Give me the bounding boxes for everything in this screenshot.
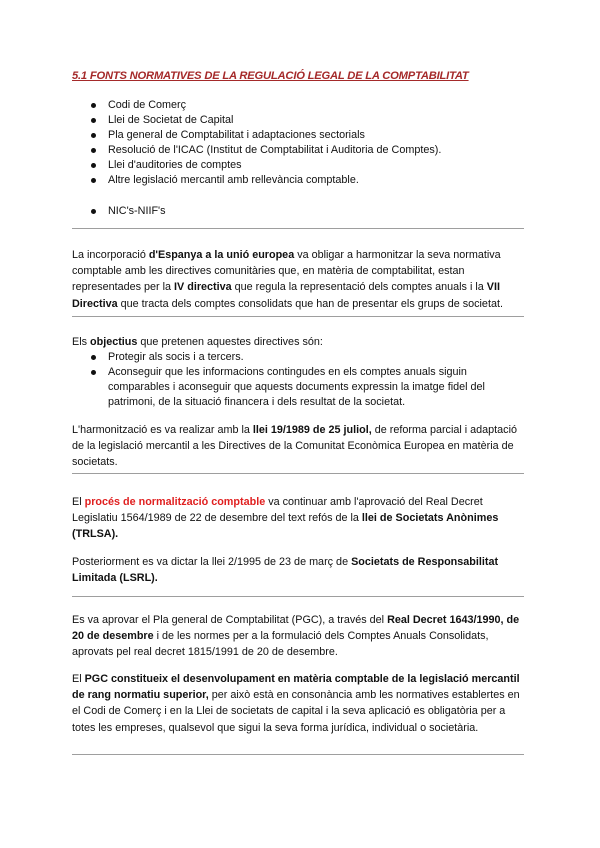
bold-text: llei de Societats Anònimes (TRLSA).: [72, 512, 499, 541]
list-item: Altre legislació mercantil amb rellevància comptable.: [72, 173, 542, 188]
paragraph-pgc-approval: [72, 612, 528, 661]
text: El: [72, 496, 85, 508]
list-item: Resolució de l'ICAC (Institut de Comptabilitat i Auditoria de Comptes).: [72, 143, 542, 158]
text: que pretenen aquestes directives són:: [137, 336, 323, 348]
text: que tracta dels comptes consolidats que han de presentar els grups de societat.: [117, 297, 503, 310]
divider: [72, 596, 524, 597]
text: i de les normes per a la formulació dels Comptes Anuals Consolidats, aprovats pel real decret 1815/1991 de 20 de desembre.: [72, 630, 489, 659]
text: El: [72, 673, 85, 685]
text: Es va aprovar el Pla general de Comptabilitat (PGC), a través del: [72, 614, 388, 626]
text: de reforma parcial i adaptació de la legislació mercantil a les Directives de la Comunitat Econòmica Europea en matèria de societats.: [72, 424, 517, 469]
divider: [72, 473, 524, 474]
sources-extra-list: [72, 204, 542, 219]
list-item: NIC's-NIIF's: [72, 204, 542, 219]
text: va continuar amb l'aprovació del Real Decret Legislatiu 1564/1989 de 22 de desembre del text refós de la: [72, 496, 483, 525]
bold-text: Societats de Responsabilitat Limitada (LSRL).: [72, 556, 499, 585]
text: L'harmonització es va realizar amb la: [72, 424, 253, 436]
bold-text: IV directiva: [174, 281, 232, 294]
bold-text: PGC constitueix el desenvolupament en matèria comptable de la legislació mercantil de rang normatiu superior,: [72, 673, 520, 702]
paragraph-objectives-intro: [72, 334, 528, 350]
list-item: Codi de Comerç: [72, 98, 542, 113]
list-item: Pla general de Comptabilitat i adaptaciones sectorials: [72, 128, 542, 143]
paragraph-normalization: [72, 494, 528, 543]
section-heading: 5.1 FONTS NORMATIVES DE LA REGULACIÓ LEGAL DE LA COMPTABILITAT: [72, 70, 469, 82]
text: va obligar a harmonitzar la seva normativa comptable amb les directives comunitàries que, en matèria de comptabilitat, estan representades per la: [72, 249, 501, 294]
bold-text: d'Espanya a la unió europea: [148, 249, 295, 261]
paragraph-harmonization-law: [72, 422, 528, 471]
text: per això està en consonància amb les normatives establertes en el Codi de Comerç i en la Llei de societats de capital i la seva aplicació es obligatòria per a totes les empreses, qualsevol que sigui la seva forma jurídica, individual o societària.: [72, 689, 520, 734]
divider: [72, 316, 524, 317]
bold-text: llei 19/1989 de 25 juliol,: [252, 424, 372, 436]
text: que regula la representació dels comptes anuals i la: [231, 281, 487, 294]
list-item: Llei de Societat de Capital: [72, 113, 542, 128]
sources-list: [72, 98, 542, 188]
bold-text: objectius: [90, 336, 138, 348]
text: Els: [72, 336, 90, 348]
list-item: Llei d'auditories de comptes: [72, 158, 542, 173]
bold-text: VII Directiva: [72, 281, 500, 310]
highlighted-text: procés de normalització comptable: [84, 496, 266, 508]
bold-text: Real Decret 1643/1990, de 20 de desembre: [72, 614, 520, 643]
paragraph-pgc-scope: [72, 671, 528, 736]
divider: [72, 228, 524, 229]
text: Posteriorment es va dictar la llei 2/1995 de 23 de març de: [72, 556, 352, 568]
paragraph-eu-harmonization: [72, 247, 528, 312]
text: La incorporació: [72, 249, 149, 261]
objectives-list: [72, 350, 528, 410]
divider: [72, 754, 524, 755]
list-item: Aconseguir que les informacions contingudes en els comptes anuals siguin comparables i aconseguir que aquests documents expressin la imatge fidel del patrimoni, de la situació financera i dels resultat de la societat.: [72, 365, 528, 410]
paragraph-lsrl: [72, 554, 528, 586]
list-item: Protegir als socis i a tercers.: [72, 350, 528, 365]
